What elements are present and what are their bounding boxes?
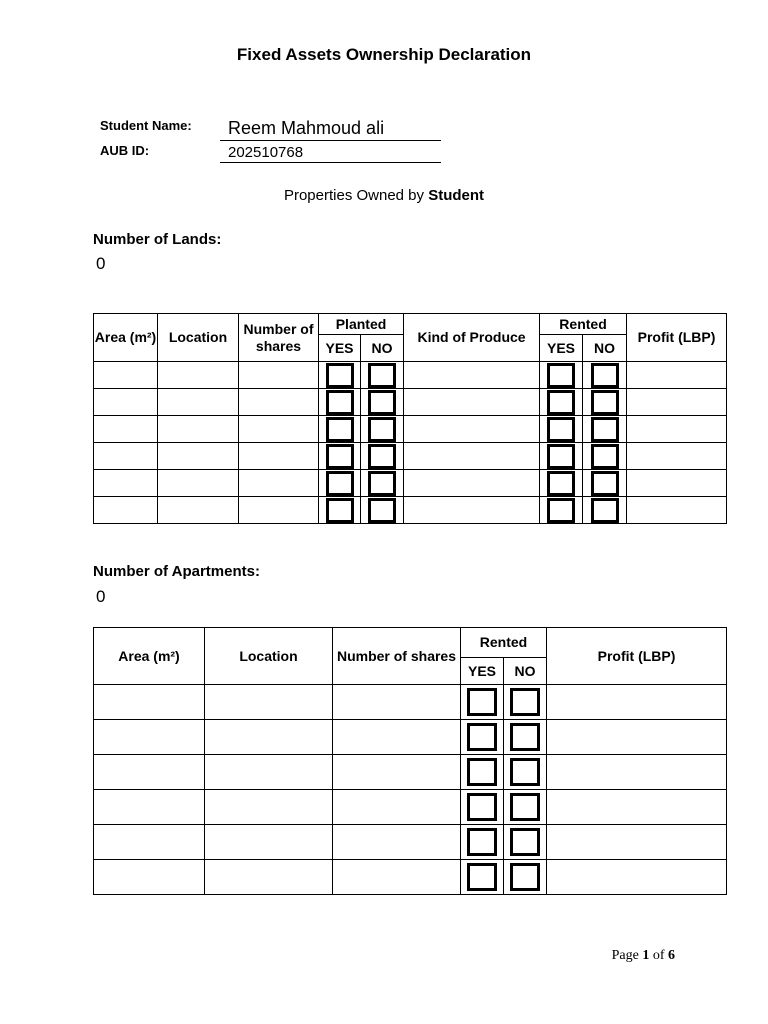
lands-header-profit: Profit (LBP) (627, 314, 727, 362)
apartments-rented-yes (461, 685, 504, 720)
lands-kind-cell[interactable] (404, 443, 540, 470)
apartments-rented-yes-checkbox[interactable] (467, 723, 497, 751)
apartments-rented-no-checkbox[interactable] (510, 758, 540, 786)
apartments-count-field[interactable]: 0 (96, 587, 106, 606)
lands-planted-no-checkbox[interactable] (368, 498, 396, 523)
lands-rented-yes (540, 362, 583, 389)
lands-rented-no (583, 497, 627, 524)
apartments-header-rented-no: NO (504, 658, 547, 685)
apartments-location-cell[interactable] (205, 685, 333, 720)
lands-planted-no-checkbox[interactable] (368, 363, 396, 388)
page-number (612, 948, 675, 964)
lands-shares-cell[interactable] (239, 362, 319, 389)
apartments-rented-yes-checkbox[interactable] (467, 793, 497, 821)
apartments-profit-cell[interactable] (547, 685, 727, 720)
apartments-shares-cell[interactable] (333, 685, 461, 720)
lands-rented-no (583, 443, 627, 470)
lands-planted-yes-checkbox[interactable] (326, 471, 354, 496)
apartments-table-row (94, 755, 727, 790)
lands-kind-cell[interactable] (404, 362, 540, 389)
lands-rented-no (583, 362, 627, 389)
apartments-rented-no (504, 860, 547, 895)
lands-kind-cell[interactable] (404, 470, 540, 497)
lands-rented-yes (540, 389, 583, 416)
lands-rented-yes-checkbox[interactable] (547, 390, 575, 415)
apartments-profit-cell[interactable] (547, 860, 727, 895)
lands-location-cell[interactable] (158, 389, 239, 416)
lands-area-cell[interactable] (94, 470, 158, 497)
lands-planted-yes-checkbox[interactable] (326, 444, 354, 469)
lands-area-cell[interactable] (94, 362, 158, 389)
lands-table (93, 313, 727, 524)
lands-shares-cell[interactable] (239, 497, 319, 524)
lands-kind-cell[interactable] (404, 389, 540, 416)
apartments-rented-yes (461, 825, 504, 860)
lands-rented-no-checkbox[interactable] (591, 498, 619, 523)
page-word: Page (611, 948, 639, 963)
apartments-header-area: Area (m²) (94, 628, 205, 685)
lands-planted-no (361, 470, 404, 497)
subtitle-emphasis: Student (428, 187, 485, 204)
lands-planted-no (361, 389, 404, 416)
apartments-rented-no-checkbox[interactable] (510, 723, 540, 751)
lands-rented-yes (540, 470, 583, 497)
apartments-shares-cell[interactable] (333, 860, 461, 895)
lands-header-rented-no: NO (583, 335, 627, 362)
lands-planted-yes (319, 416, 361, 443)
lands-planted-yes-checkbox[interactable] (326, 417, 354, 442)
lands-rented-yes-checkbox[interactable] (547, 444, 575, 469)
lands-rented-yes-checkbox[interactable] (547, 363, 575, 388)
aub-id-label: AUB ID: (100, 143, 150, 158)
apartments-area-cell[interactable] (94, 685, 205, 720)
lands-planted-no-checkbox[interactable] (368, 417, 396, 442)
lands-planted-no-checkbox[interactable] (368, 471, 396, 496)
lands-shares-cell[interactable] (239, 470, 319, 497)
lands-rented-yes-checkbox[interactable] (547, 498, 575, 523)
lands-rented-no-checkbox[interactable] (591, 390, 619, 415)
apartments-rented-no (504, 755, 547, 790)
apartments-rented-no (504, 790, 547, 825)
apartments-location-cell[interactable] (205, 790, 333, 825)
lands-shares-cell[interactable] (239, 416, 319, 443)
apartments-location-cell[interactable] (205, 720, 333, 755)
lands-header-planted-no: NO (361, 335, 404, 362)
lands-rented-no-checkbox[interactable] (591, 363, 619, 388)
apartments-area-cell[interactable] (94, 755, 205, 790)
lands-profit-cell[interactable] (627, 416, 727, 443)
lands-table-row (94, 470, 727, 497)
lands-area-cell[interactable] (94, 497, 158, 524)
lands-rented-no-checkbox[interactable] (591, 444, 619, 469)
apartments-shares-cell[interactable] (333, 825, 461, 860)
apartments-rented-no-checkbox[interactable] (510, 828, 540, 856)
lands-rented-yes (540, 497, 583, 524)
apartments-profit-cell[interactable] (547, 790, 727, 825)
lands-planted-no (361, 416, 404, 443)
lands-planted-no (361, 443, 404, 470)
lands-header-rented-yes: YES (540, 335, 583, 362)
lands-shares-cell[interactable] (239, 443, 319, 470)
lands-location-cell[interactable] (158, 497, 239, 524)
apartments-rented-no-checkbox[interactable] (510, 863, 540, 891)
apartments-area-cell[interactable] (94, 860, 205, 895)
lands-header-rented: Rented (540, 314, 627, 335)
student-name-label: Student Name: (100, 118, 192, 133)
lands-location-cell[interactable] (158, 470, 239, 497)
lands-section-label: Number of Lands: (93, 231, 222, 248)
lands-planted-yes-checkbox[interactable] (326, 390, 354, 415)
lands-kind-cell[interactable] (404, 416, 540, 443)
apartments-rented-yes (461, 720, 504, 755)
apartments-shares-cell[interactable] (333, 720, 461, 755)
lands-planted-no (361, 497, 404, 524)
lands-planted-no-checkbox[interactable] (368, 390, 396, 415)
apartments-table-row (94, 790, 727, 825)
apartments-profit-cell[interactable] (547, 720, 727, 755)
lands-area-cell[interactable] (94, 416, 158, 443)
lands-location-cell[interactable] (158, 416, 239, 443)
lands-header-planted: Planted (319, 314, 404, 335)
apartments-area-cell[interactable] (94, 790, 205, 825)
apartments-location-cell[interactable] (205, 860, 333, 895)
lands-location-cell[interactable] (158, 443, 239, 470)
lands-planted-no (361, 362, 404, 389)
apartments-shares-cell[interactable] (333, 755, 461, 790)
lands-shares-cell[interactable] (239, 389, 319, 416)
apartments-location-cell[interactable] (205, 825, 333, 860)
lands-header-shares: Number of shares (239, 314, 319, 362)
lands-planted-yes-checkbox[interactable] (326, 363, 354, 388)
apartments-rented-yes-checkbox[interactable] (467, 758, 497, 786)
apartments-rented-no-checkbox[interactable] (510, 793, 540, 821)
apartments-shares-cell[interactable] (333, 790, 461, 825)
lands-planted-yes-checkbox[interactable] (326, 498, 354, 523)
apartments-rented-yes (461, 790, 504, 825)
page-of: of (652, 948, 665, 963)
apartments-header-profit: Profit (LBP) (547, 628, 727, 685)
lands-rented-yes-checkbox[interactable] (547, 471, 575, 496)
lands-profit-cell[interactable] (627, 470, 727, 497)
page-current: 1 (642, 948, 650, 963)
lands-planted-no-checkbox[interactable] (368, 444, 396, 469)
lands-rented-no-checkbox[interactable] (591, 417, 619, 442)
lands-table-row (94, 443, 727, 470)
lands-location-cell[interactable] (158, 362, 239, 389)
lands-area-cell[interactable] (94, 443, 158, 470)
apartments-rented-no (504, 825, 547, 860)
apartments-rented-yes-checkbox[interactable] (467, 863, 497, 891)
lands-planted-yes (319, 389, 361, 416)
apartments-header-rented: Rented (461, 628, 547, 658)
lands-kind-cell[interactable] (404, 497, 540, 524)
student-name-underline (220, 140, 441, 141)
apartments-rented-yes (461, 755, 504, 790)
apartments-header-shares: Number of shares (333, 628, 461, 685)
apartments-table (93, 627, 727, 895)
apartments-area-cell[interactable] (94, 825, 205, 860)
lands-planted-yes (319, 362, 361, 389)
page-total: 6 (668, 948, 675, 963)
aub-id-underline (220, 162, 441, 163)
lands-rented-no-checkbox[interactable] (591, 471, 619, 496)
lands-header-area: Area (m²) (94, 314, 158, 362)
apartments-table-row (94, 685, 727, 720)
lands-planted-yes (319, 443, 361, 470)
apartments-profit-cell[interactable] (547, 825, 727, 860)
apartments-area-cell[interactable] (94, 720, 205, 755)
lands-planted-yes (319, 470, 361, 497)
lands-table-row (94, 497, 727, 524)
lands-rented-yes (540, 416, 583, 443)
apartments-profit-cell[interactable] (547, 755, 727, 790)
lands-header-planted-yes: YES (319, 335, 361, 362)
lands-profit-cell[interactable] (627, 497, 727, 524)
apartments-table-row (94, 720, 727, 755)
properties-subtitle (0, 187, 768, 204)
apartments-rented-no-checkbox[interactable] (510, 688, 540, 716)
lands-rented-no (583, 470, 627, 497)
apartments-rented-yes-checkbox[interactable] (467, 688, 497, 716)
lands-rented-no (583, 389, 627, 416)
lands-count-field[interactable]: 0 (96, 254, 106, 273)
lands-profit-cell[interactable] (627, 443, 727, 470)
lands-profit-cell[interactable] (627, 362, 727, 389)
apartments-section-label: Number of Apartments: (93, 563, 260, 580)
lands-table-row (94, 389, 727, 416)
lands-profit-cell[interactable] (627, 389, 727, 416)
subtitle-prefix: Properties Owned by (283, 187, 429, 204)
lands-table-row (94, 416, 727, 443)
apartments-header-location: Location (205, 628, 333, 685)
aub-id-field[interactable]: 202510768 (228, 144, 304, 161)
lands-area-cell[interactable] (94, 389, 158, 416)
apartments-rented-no (504, 685, 547, 720)
apartments-table-row (94, 860, 727, 895)
lands-header-kind: Kind of Produce (404, 314, 540, 362)
lands-table-row (94, 362, 727, 389)
apartments-rented-yes (461, 860, 504, 895)
lands-rented-yes-checkbox[interactable] (547, 417, 575, 442)
document-title: Fixed Assets Ownership Declaration (236, 45, 532, 64)
lands-rented-yes (540, 443, 583, 470)
lands-rented-no (583, 416, 627, 443)
student-name-field[interactable]: Reem Mahmoud ali (228, 118, 385, 138)
apartments-table-row (94, 825, 727, 860)
apartments-header-rented-yes: YES (461, 658, 504, 685)
lands-header-location: Location (158, 314, 239, 362)
lands-planted-yes (319, 497, 361, 524)
apartments-rented-no (504, 720, 547, 755)
apartments-rented-yes-checkbox[interactable] (467, 828, 497, 856)
apartments-location-cell[interactable] (205, 755, 333, 790)
